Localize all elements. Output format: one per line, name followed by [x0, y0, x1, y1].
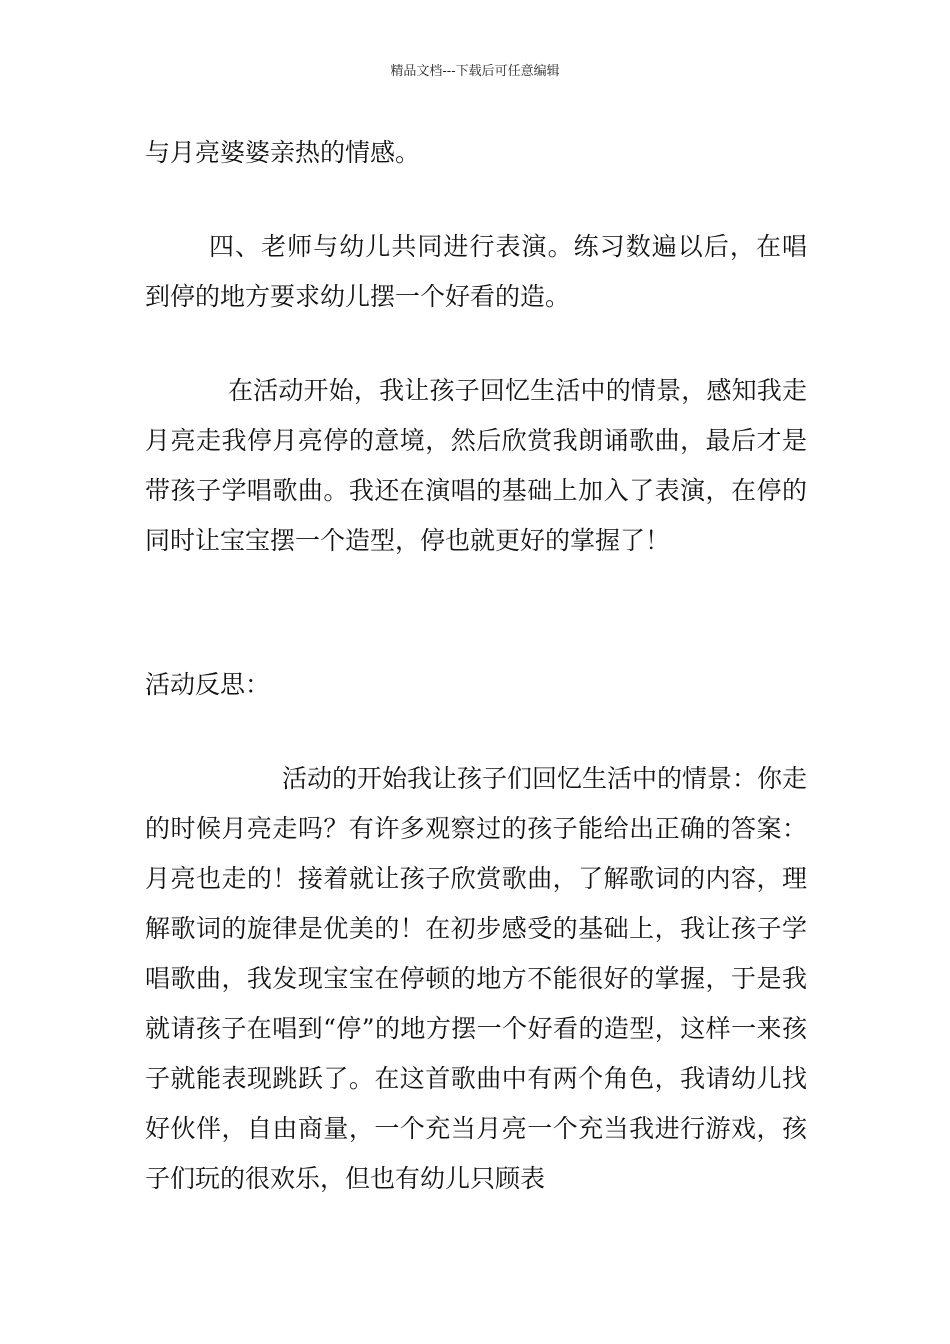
paragraph-reflection: 活动的开始我让孩子们回忆生活中的情景：你走的时候月亮走吗？有许多观察过的孩子能给出正确的答案：月亮也走的！接着就让孩子欣赏歌曲，了解歌词的内容，理解歌词的旋律是优美的！在初步感受的基础上，我让孩子学唱歌曲，我发现宝宝在停顿的地方不能很好的掌握，于是我就请孩子在唱到“停”的地方摆一个好看的造型，这样一来孩子就能表现跳跃了。在这首歌曲中有两个角色，我请幼儿找好伙伴，自由商量，一个充当月亮一个充当我进行游戏，孩子们玩的很欢乐，但也有幼儿只顾表 — [145, 764, 808, 1193]
paragraph-activity-summary: 在活动开始，我让孩子回忆生活中的情景，感知我走月亮走我停月亮停的意境，然后欣赏我朗诵歌曲，最后才是带孩子学唱歌曲。我还在演唱的基础上加入了表演，在停的同时让宝宝摆一个造型，停也就更好的掌握了！ — [145, 376, 807, 555]
paragraph-step-four: 四、老师与幼儿共同进行表演。练习数遍以后，在唱到停的地方要求幼儿摆一个好看的造。 — [145, 232, 807, 311]
section-heading-reflection: 活动反思： — [145, 670, 271, 699]
document-body — [145, 128, 807, 1204]
paragraph-intro: 与月亮婆婆亲热的情感。 — [145, 138, 421, 167]
page-header: 精品文档---下载后可任意编辑 — [390, 64, 560, 79]
